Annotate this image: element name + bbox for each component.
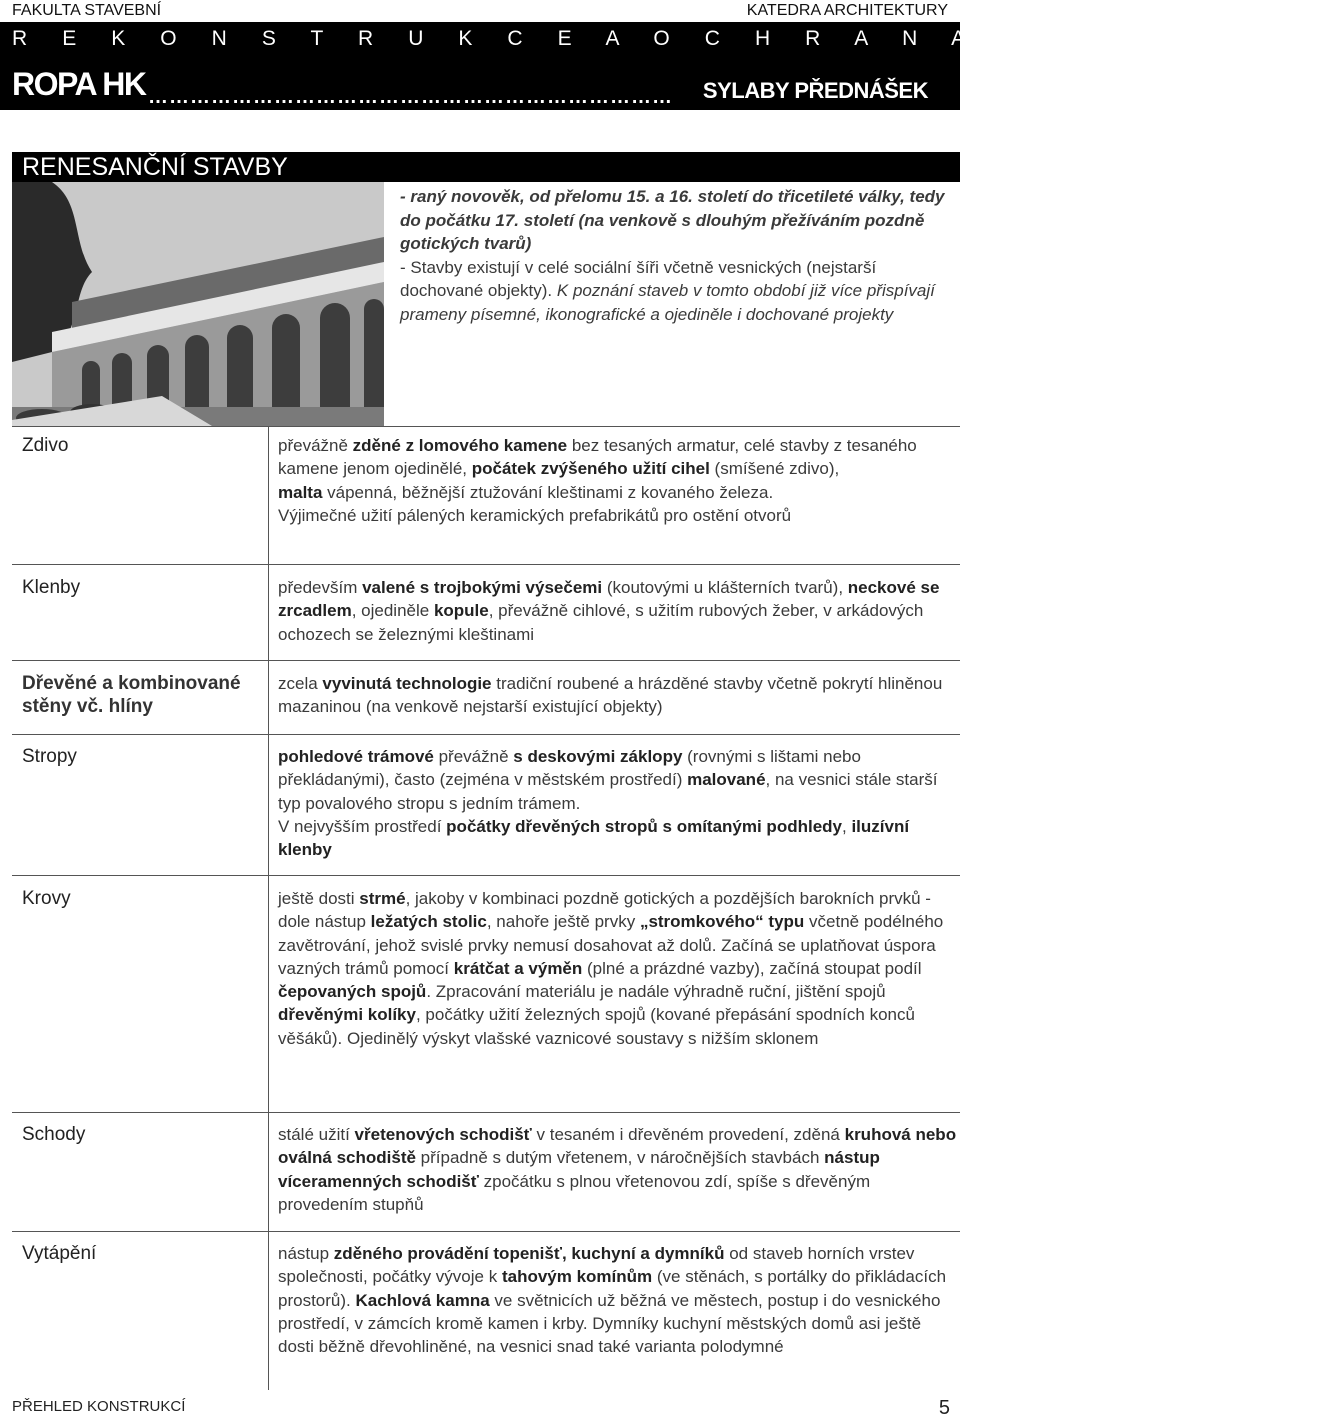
row-divider (12, 660, 960, 661)
course-title: R E K O N S T R U K C E A O C H R A N A P A M Á T E K (12, 27, 1321, 50)
row-divider (12, 426, 960, 427)
row-divider (12, 1112, 960, 1113)
row-text-stropy: pohledové trámové převážně s deskovými záklopy (rovnými s lištami nebo překládanými), často (zejména v městském prostředí) malované, na vesnici stále starší typ povalového stropu s jedním trámem. V nejvyšším prostředí počátky dřevěných stropů s omítanými podhledy, iluzívní klenby (278, 747, 938, 860)
row-label-klenby: Klenby (22, 577, 81, 598)
top-header (0, 0, 960, 22)
intro-sources: K poznání staveb v tomto období již více přispívají prameny písemné, ikonografické a ojediněle i dochované projekty (400, 281, 935, 324)
row-label-schody: Schody (22, 1124, 86, 1145)
row-text-klenby: především valené s trojbokými výsečemi (koutovými u klášterních tvarů), neckové se zrcadlem, ojediněle kopule, převážně cihlové, s užitím rubových žeber, v arkádových ochozech se železnými kleštinami (278, 578, 940, 644)
building-photo (12, 182, 384, 426)
table-column-divider (268, 426, 269, 1390)
row-label-zdivo: Zdivo (22, 435, 69, 456)
construction-table (12, 426, 960, 1390)
document-type: SYLABY PŘEDNÁŠEK (702, 78, 928, 103)
row-divider (12, 734, 960, 735)
intro-text (400, 185, 955, 326)
course-banner (0, 22, 1321, 110)
page-number: 5 (938, 1397, 950, 1419)
leader-dots: ………………………………………………………………… (148, 86, 673, 108)
intro-period: - raný novověk, od přelomu 15. a 16. století do třicetileté války, tedy do počátku 17. století (na venkově s dlouhým přežíváním pozdně gotických tvarů) (400, 187, 945, 253)
row-text-drevene-steny: zcela vyvinutá technologie tradiční roubené a hrázděné stavby včetně pokrytí hliněnou mazaninou (na venkově nejstarší existující objekty) (278, 674, 943, 717)
department-name: KATEDRA ARCHITEKTURY (746, 2, 948, 19)
course-code: ROPA HK (12, 66, 146, 102)
row-label-vytapeni: Vytápění (22, 1243, 97, 1264)
footer-title: PŘEHLED KONSTRUKCÍ (12, 1398, 186, 1415)
row-text-vytapeni: nástup zděného provádění topenišť, kuchyní a dymníků od staveb horních vrstev společnosti, počátky vývoje k tahovým komínům (ve stěnách, s portálky do přikládacích prostorů). Kachlová kamna ve světnicích už běžná ve městech, postup i do vesnického prostředí, v zámcích kromě kamen i krby. Dymníky kuchyní městských domů asi ještě dosti běžně dřevohliněné, na vesnici snad také varianta polodymné (278, 1244, 947, 1357)
row-text-zdivo: převážně zděné z lomového kamene bez tesaných armatur, celé stavby z tesaného kamene jenom ojedinělé, počátek zvýšeného užití cihel (smíšené zdivo), malta vápenná, běžnější ztužování kleštinami z kovaného železa. Výjimečné užití pálených keramických prefabrikátů pro ostění otvorů (278, 436, 917, 525)
faculty-name: FAKULTA STAVEBNÍ (12, 2, 162, 19)
row-divider (12, 1231, 960, 1232)
row-label-drevene-steny: Dřevěné a kombinované stěny vč. hlíny (22, 673, 241, 717)
row-divider (12, 564, 960, 565)
row-label-stropy: Stropy (22, 746, 77, 767)
row-divider (12, 875, 960, 876)
row-text-krovy: ještě dosti strmé, jakoby v kombinaci pozdně gotických a pozdějších barokních prvků - dole nástup ležatých stolic, nahoře ještě prvky „stromkového“ typu včetně podélného zavětrování, jehož svislé prvky nemusí dosahovat až dolů. Začíná se uplatňovat úspora vazných trámů pomocí krátčat a výměn (plné a prázdné vazby), začíná stoupat podíl čepovaných spojů. Zpracování materiálu je nadále výhradně ruční, jištění spojů dřevěnými kolíky, počátky užití železných spojů (kované přepásání spodních konců věšáků). Ojedinělý výskyt vlašské vaznicové soustavy s nižším sklonem (278, 889, 944, 1048)
section-title: RENESANČNÍ STAVBY (12, 152, 960, 182)
row-text-schody: stálé užití vřetenových schodišť v tesaném i dřevěném provedení, zděná kruhová nebo oválná schodiště případně s dutým vřetenem, v náročnějších stavbách nástup víceramenných schodišť zpočátku s plnou vřetenovou zdí, spíše s dřevěným provedením stupňů (278, 1125, 957, 1214)
intro-society: - Stavby existují v celé sociální šíři včetně vesnických (nejstarší dochované objekty). (400, 257, 877, 300)
row-label-krovy: Krovy (22, 888, 71, 909)
